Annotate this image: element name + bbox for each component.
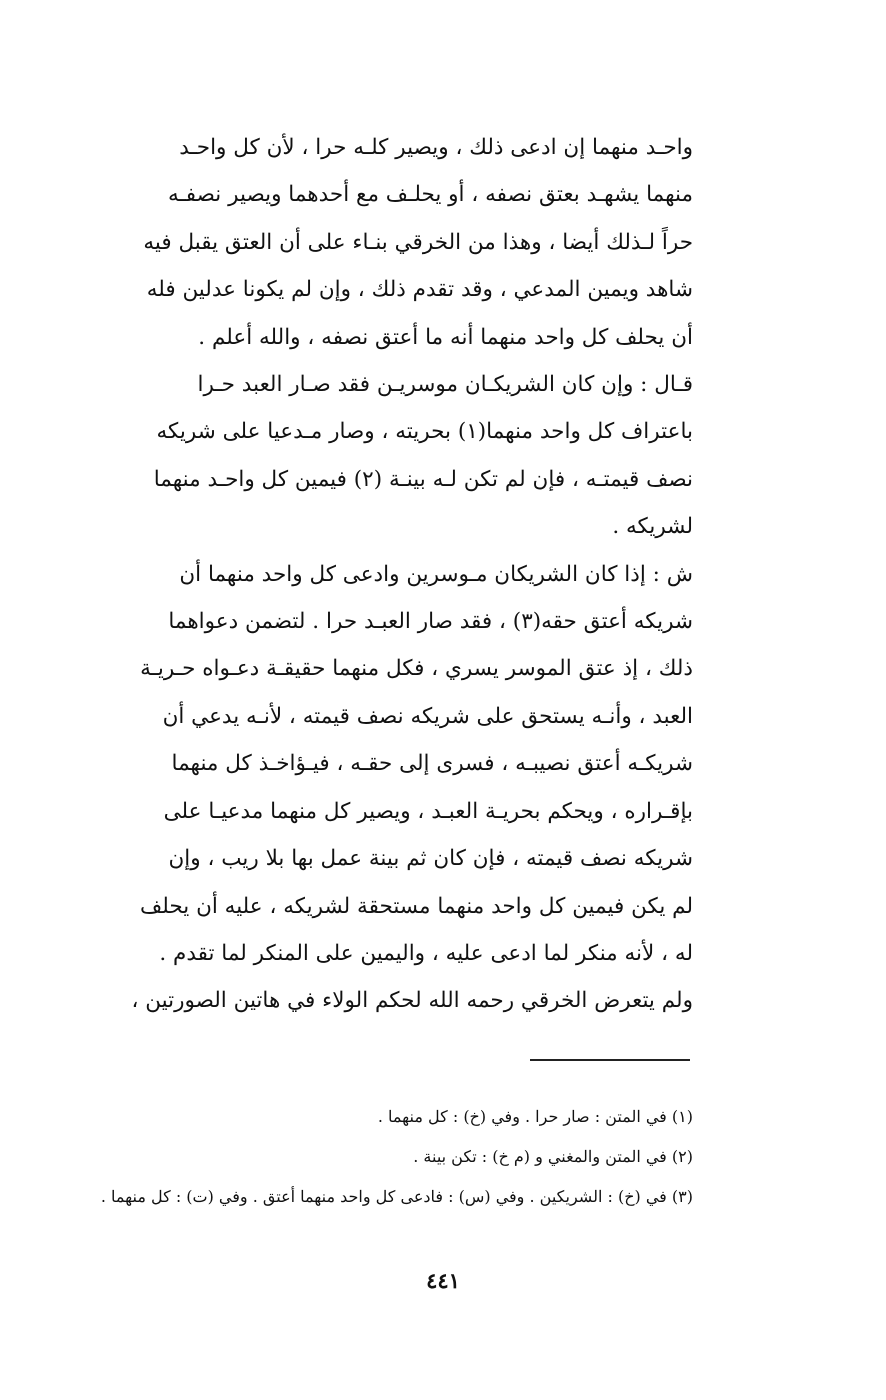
text-line: شاهد ويمين المدعي ، وقد تقدم ذلك ، وإن لم يكونا عدلين فله bbox=[146, 277, 693, 303]
text-line: لشريكه . bbox=[612, 514, 693, 540]
text-line: ش : إذا كان الشريكان مـوسرين وادعى كل واحد منهما أن bbox=[179, 561, 693, 587]
text-line: نصف قيمتـه ، فإن لم تكن لـه بينـة (٢) فيمين كل واحـد منهما bbox=[153, 466, 693, 492]
text-line: حراً لـذلك أيضا ، وهذا من الخرقي بنـاء على أن العتق يقبل فيه bbox=[143, 229, 693, 255]
text-line: أن يحلف كل واحد منهما أنه ما أعتق نصفه ، والله أعلم . bbox=[198, 324, 693, 350]
text-line: العبد ، وأنـه يستحق على شريكه نصف قيمته ، لأنـه يدعي أن bbox=[162, 703, 693, 729]
text-line: شريكه نصف قيمته ، فإن كان ثم بينة عمل بها بلا ريب ، وإن bbox=[168, 846, 693, 872]
text-line: منهما يشهـد بعتق نصفه ، أو يحلـف مع أحدهما ويصير نصفـه bbox=[167, 182, 693, 208]
footnote-separator bbox=[530, 1059, 690, 1061]
footnote-3: (٣) في (خ) : الشريكين . وفي (س) : فادعى كل واحد منهما أعتق . وفي (ت) : كل منهما . bbox=[100, 1187, 693, 1206]
text-line: بإقـراره ، ويحكم بحريـة العبـد ، ويصير كل منهما مدعيـا على bbox=[163, 798, 693, 824]
page-number: ٤٤١ bbox=[426, 1268, 460, 1293]
footnotes bbox=[100, 1097, 693, 1217]
main-text bbox=[131, 124, 693, 1025]
text-line: واحـد منهما إن ادعى ذلك ، ويصير كلـه حرا ، لأن كل واحـد bbox=[179, 135, 693, 160]
text-line: شريكه أعتق حقه(٣) ، فقد صار العبـد حرا . لتضمن دعواهما bbox=[168, 609, 693, 635]
text-line: لم يكن فيمين كل واحد منهما مستحقة لشريكه ، عليه أن يحلف bbox=[140, 893, 693, 919]
text-line: له ، لأنه منكر لما ادعى عليه ، واليمين على المنكر لما تقدم . bbox=[159, 940, 693, 966]
footnote-2: (٢) في المتن والمغني و (م خ) : تكن بينة . bbox=[413, 1147, 693, 1166]
text-line: شريكـه أعتق نصيبـه ، فسرى إلى حقـه ، فيـؤاخـذ كل منهما bbox=[171, 751, 693, 777]
text-line: ذلك ، إذ عتق الموسر يسري ، فكل منهما حقيقـة دعـواه حـريـة bbox=[140, 656, 693, 682]
text-line: باعتراف كل واحد منهما(١) بحريته ، وصار مـدعيا على شريكه bbox=[156, 419, 693, 445]
text-line: قـال : وإن كان الشريكـان موسريـن فقد صـار العبد حـرا bbox=[197, 372, 693, 398]
text-line: ولم يتعرض الخرقي رحمه الله لحكم الولاء في هاتين الصورتين ، bbox=[131, 988, 693, 1014]
footnote-1: (١) في المتن : صار حرا . وفي (خ) : كل منهما . bbox=[377, 1107, 693, 1126]
